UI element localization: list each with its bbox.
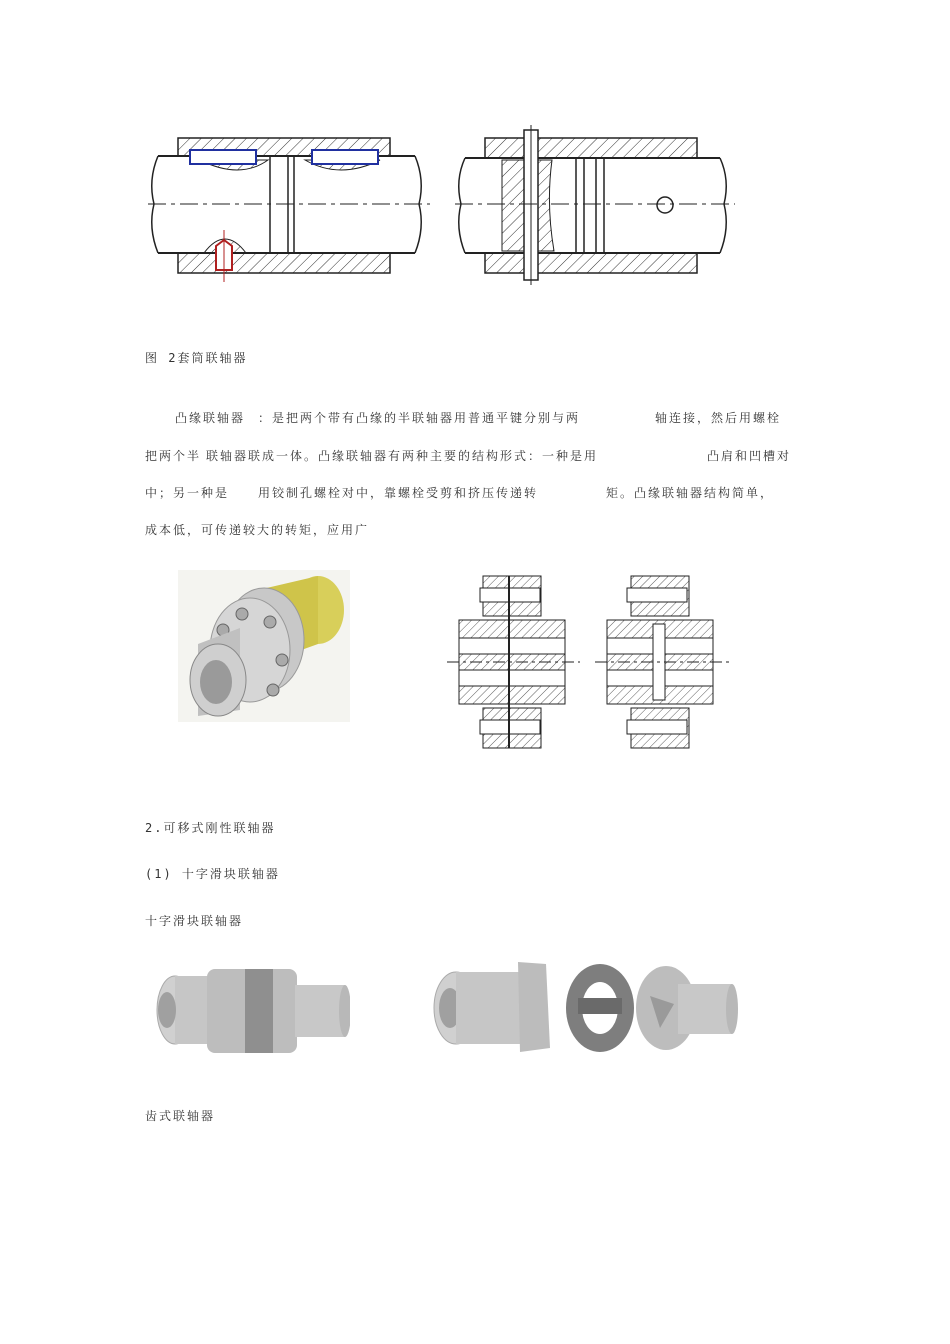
figure-caption: 图 2套筒联轴器 bbox=[145, 351, 248, 365]
sleeve-coupling-figure bbox=[140, 120, 740, 295]
figure-label: 十字滑块联轴器 bbox=[145, 914, 244, 928]
figure-label: 齿式联轴器 bbox=[145, 1109, 216, 1123]
oldham-coupling-exploded bbox=[428, 958, 740, 1058]
paragraph-text: 中；另一种是 bbox=[145, 486, 230, 500]
sleeve-coupling-pin-drawing bbox=[455, 125, 735, 285]
flange-coupling-sections bbox=[445, 570, 735, 755]
sleeve-coupling-key-drawing bbox=[148, 138, 430, 282]
paragraph-text: 矩。凸缘联轴器结构简单， bbox=[606, 486, 775, 500]
paragraph-text: 凸肩和凹槽对 bbox=[707, 449, 792, 463]
section-right bbox=[595, 576, 729, 748]
subsection-heading: (1) 十字滑块联轴器 bbox=[145, 867, 280, 881]
section-heading: 2.可移式刚性联轴器 bbox=[145, 821, 276, 835]
section-left bbox=[447, 576, 580, 748]
paragraph-text: 成本低，可传递较大的转矩，应用广 bbox=[145, 523, 370, 537]
paragraph-text: ：是把两个带有凸缘的半联轴器用普通平键分别与两 bbox=[258, 411, 581, 425]
paragraph-text: 联轴器联成一体。凸缘联轴器有两种主要的结构形式：一种是用 bbox=[206, 449, 599, 463]
paragraph-text: 把两个半 bbox=[145, 449, 202, 463]
flange-coupling-render bbox=[178, 570, 350, 722]
paragraph-text: 用铰制孔螺栓对中，靠螺栓受剪和挤压传递转 bbox=[258, 486, 539, 500]
oldham-coupling-assembled bbox=[145, 965, 350, 1060]
paragraph-text: 凸缘联轴器 bbox=[175, 411, 246, 425]
paragraph-text: 轴连接，然后用螺栓 bbox=[655, 411, 782, 425]
